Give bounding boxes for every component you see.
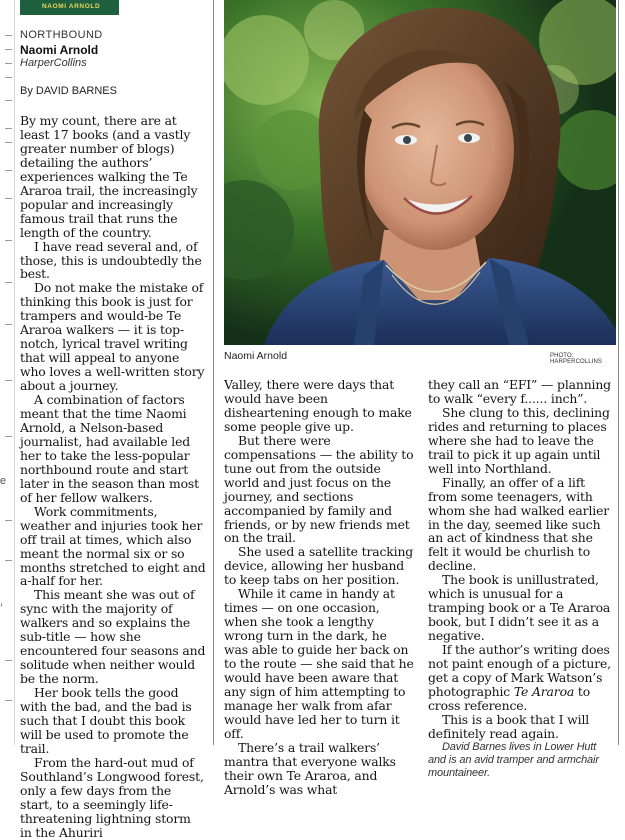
byline: By DAVID BARNES <box>20 85 117 97</box>
edge-dash <box>5 128 12 129</box>
article-paragraph: they call an “EFI” — planning to walk “every f...... inch”. <box>428 377 611 406</box>
edge-dash <box>5 324 12 325</box>
article-paragraph: A combination of factors meant that the time Naomi Arnold, a Nelson-based journalist, had available led her to take the less-popular northbound route and start later in the season than most of her fellow walkers. <box>20 392 199 505</box>
column-rule <box>213 0 214 745</box>
article-paragraph: The book is unillustrated, which is unusual for a tramping book or a Te Araroa book, but I didn’t see it as a negative. <box>428 572 611 644</box>
article-paragraph: While it came in handy at times — on one occasion, when she took a lengthy wrong turn in the dark, he was able to guide her back on to the route — she said that he would have been aware that any sign of him attempting to manage her walk from afar would have led her to turn it off. <box>224 586 414 741</box>
book-title-reference: Te Araroa <box>513 683 575 699</box>
edge-dash <box>5 520 12 521</box>
edge-dash <box>5 436 12 437</box>
column-rule <box>618 0 619 745</box>
book-author: Naomi Arnold <box>20 43 99 57</box>
article-paragraph: By my count, there are at least 17 books (and a vastly greater number of blogs) detailing the authors’ experiences walking the Te Araroa trail, the increasingly popular and increasingly famous trail that runs the length of the country. <box>20 113 198 240</box>
article-column-right <box>428 378 616 781</box>
article-paragraph: Valley, there were days that would have been disheartening enough to make some people give up. <box>224 377 412 434</box>
article-paragraph: There’s a trail walkers’ mantra that everyone walks their own Te Araroa, and Arnold’s was what <box>224 739 396 797</box>
edge-dash <box>5 660 12 661</box>
article-paragraph <box>428 643 616 713</box>
reviewer-note: David Barnes lives in Lower Hutt and is an avid tramper and armchair mountaineer. <box>428 740 599 780</box>
edge-dash <box>5 49 12 50</box>
article-paragraph: This is a book that I will definitely read again. <box>428 711 590 741</box>
edge-fragment: , <box>0 596 4 608</box>
article-paragraph: Finally, an offer of a lift from some teenagers, with whom she had walked earlier in the day, seemed like such an act of kindness that she felt it would be churlish to decline. <box>428 474 610 574</box>
edge-dash <box>5 240 12 241</box>
book-cover-image <box>20 0 119 15</box>
article-paragraph: Her book tells the good with the bad, and the bad is such that I doubt this book will be used to promote the trail. <box>20 685 192 756</box>
edge-dash <box>5 380 12 381</box>
book-cover-text: NAOMI ARNOLD <box>42 3 101 10</box>
article-paragraph: This meant she was out of sync with the majority of walkers and so explains the sub-title — how she encountered four seasons and solitude when neither would be the norm. <box>20 587 206 687</box>
article-column-left <box>20 114 206 840</box>
edge-dash <box>5 63 12 64</box>
edge-dash <box>5 77 12 78</box>
paragraph-text: to cross reference. <box>428 683 591 713</box>
article-paragraph: From the hard-out mud of Southland’s Longwood forest, only a few days from the start, to a seemingly life-threatening lightning storm in the Ahuriri <box>20 754 204 840</box>
article-paragraph: She clung to this, declining rides and returning to places where she had to leave the trail to pick it up again until well into Northland. <box>428 404 610 476</box>
edge-dash <box>5 35 12 36</box>
book-publisher: HarperCollins <box>20 57 87 69</box>
edge-dash <box>5 282 12 283</box>
edge-dash <box>5 700 12 701</box>
edge-dash <box>5 142 12 143</box>
article-paragraph: I have read several and, of those, this is undoubtedly the best. <box>20 238 202 282</box>
edge-dash <box>5 560 12 561</box>
edge-dash <box>5 198 12 199</box>
edge-dash <box>5 170 12 171</box>
edge-dash <box>5 100 12 101</box>
paragraph-text: If the author’s writing does not paint enough of a picture, get a copy of Mark Watson’s photographic <box>428 642 611 699</box>
gutter-rule-far-left <box>14 0 15 745</box>
author-photo <box>224 0 616 345</box>
photo-credit: PHOTO: HARPERCOLLINS <box>550 353 602 365</box>
photo-caption: Naomi Arnold <box>224 350 288 362</box>
article-column-middle <box>224 378 414 797</box>
edge-fragment: e <box>0 475 7 487</box>
article-paragraph: But there were compensations — the ability to tune out from the outside world and just focus on the journey, and sections accompanied by family and friends, or by new friends met on the trail. <box>224 432 414 546</box>
book-title: NORTHBOUND <box>20 29 103 41</box>
article-paragraph: She used a satellite tracking device, allowing her husband to keep tabs on her position. <box>224 544 414 588</box>
article-paragraph: Do not make the mistake of thinking this book is just for trampers and would-be Te Araroa walkers — it is top-notch, lyrical travel writing that will appeal to anyone who loves a well-written story about a journey. <box>20 280 205 394</box>
article-paragraph: Work commitments, weather and injuries took her off trail at times, which also meant the normal six or so months stretched to eight and a-half for her. <box>20 503 206 589</box>
